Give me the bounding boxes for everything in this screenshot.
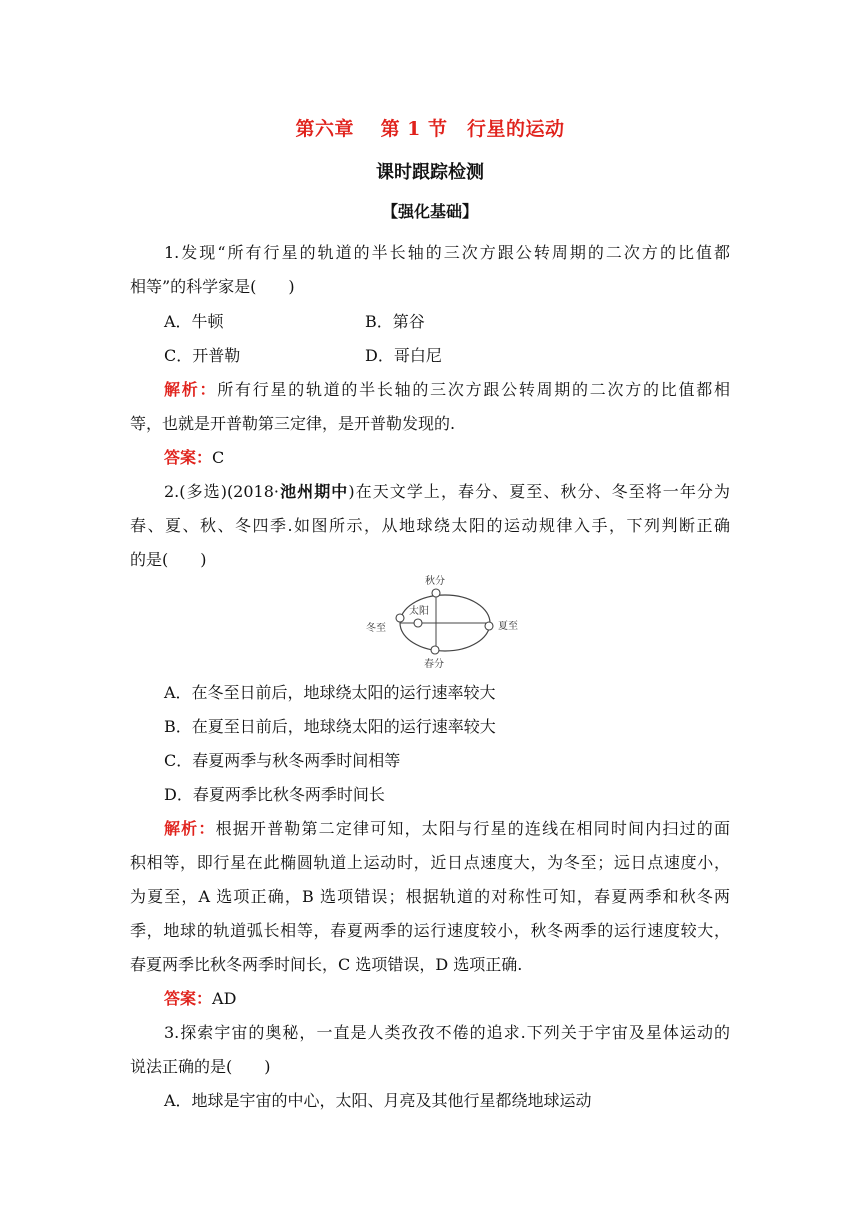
chapter-title: 第六章 第 1 节 行星的运动	[295, 118, 565, 140]
q1-option-c: C．开普勒	[164, 346, 241, 365]
q2-analysis-line3: 为夏至，A 选项正确，B 选项错误；根据轨道的对称性可知，春夏两季和秋冬两	[130, 887, 730, 906]
q1-answer-label: 答案：	[164, 448, 213, 467]
sun-marker	[414, 619, 422, 627]
earth-autumn-marker	[432, 589, 440, 597]
q2-analysis-line1	[164, 816, 730, 839]
q2-stem-line3: 的是( )	[130, 550, 207, 569]
q1-analysis-line1	[164, 377, 730, 400]
q1-analysis-text1: 所有行星的轨道的半长轴的三次方跟公转周期的二次方的比值都相	[217, 380, 730, 399]
q2-analysis-text1: 根据开普勒第二定律可知，太阳与行星的连线在相同时间内扫过的面	[215, 819, 730, 838]
q2-option-b: B．在夏至日前后，地球绕太阳的运行速率较大	[164, 717, 496, 736]
q2-option-a: A．在冬至日前后，地球绕太阳的运行速率较大	[164, 683, 496, 702]
q2-analysis-line2: 积相等，即行星在此椭圆轨道上运动时，近日点速度大，为冬至；远日点速度小，	[130, 853, 730, 872]
q2-stem-post: )在天文学上，春分、夏至、秋分、冬至将一年分为	[348, 482, 730, 501]
q2-analysis-line4: 季，地球的轨道弧长相等，春夏两季的运行速度较小，秋冬两季的运行速度较大，	[130, 921, 730, 940]
q2-option-d: D．春夏两季比秋冬两季时间长	[164, 785, 385, 804]
label-summer-solstice: 夏至	[498, 621, 518, 632]
q1-option-d: D．哥白尼	[365, 346, 442, 365]
q2-option-c: C．春夏两季与秋冬两季时间相等	[164, 751, 401, 770]
q2-source: 池州期中	[279, 482, 349, 501]
q1-analysis-line2: 等，也就是开普勒第三定律，是开普勒发现的.	[130, 414, 456, 433]
q1-answer: C	[212, 448, 225, 467]
q1-stem-line1: 1.发现“所有行星的轨道的半长轴的三次方跟公转周期的二次方的比值都	[164, 243, 730, 262]
q3-stem-line1: 3.探索宇宙的奥秘，一直是人类孜孜不倦的追求.下列关于宇宙及星体运动的	[164, 1023, 730, 1042]
label-autumn-equinox: 秋分	[425, 576, 445, 587]
q1-option-b: B．第谷	[365, 312, 425, 331]
section-heading: 【强化基础】	[381, 202, 478, 221]
orbit-figure	[362, 570, 522, 670]
q2-answer: AD	[212, 989, 237, 1008]
q3-stem-line2: 说法正确的是( )	[130, 1057, 271, 1076]
worksheet-subtitle: 课时跟踪检测	[376, 162, 484, 183]
q3-option-a: A．地球是宇宙的中心，太阳、月亮及其他行星都绕地球运动	[164, 1091, 592, 1110]
q1-stem-line2: 相等”的科学家是( )	[130, 277, 295, 296]
label-winter-solstice: 冬至	[366, 623, 386, 634]
label-sun: 太阳	[409, 606, 429, 617]
earth-summer-marker	[485, 622, 493, 630]
earth-winter-marker	[396, 614, 404, 622]
q2-answer-line	[164, 986, 764, 1009]
q2-stem-line2: 春、夏、秋、冬四季.如图所示，从地球绕太阳的运动规律入手，下列判断正确	[130, 516, 730, 535]
q2-analysis-label: 解析：	[164, 819, 216, 838]
q1-analysis-label: 解析：	[164, 380, 218, 399]
q2-stem-line1	[164, 479, 730, 502]
q1-answer-line	[164, 445, 764, 468]
q1-option-a: A．牛顿	[164, 312, 224, 331]
earth-spring-marker	[431, 646, 439, 654]
q2-stem-pre: 2.(多选)(2018·	[164, 482, 279, 501]
q2-analysis-line5: 春夏两季比秋冬两季时间长，C 选项错误，D 选项正确.	[130, 955, 523, 974]
label-spring-equinox: 春分	[424, 659, 444, 670]
q2-answer-label: 答案：	[164, 989, 213, 1008]
